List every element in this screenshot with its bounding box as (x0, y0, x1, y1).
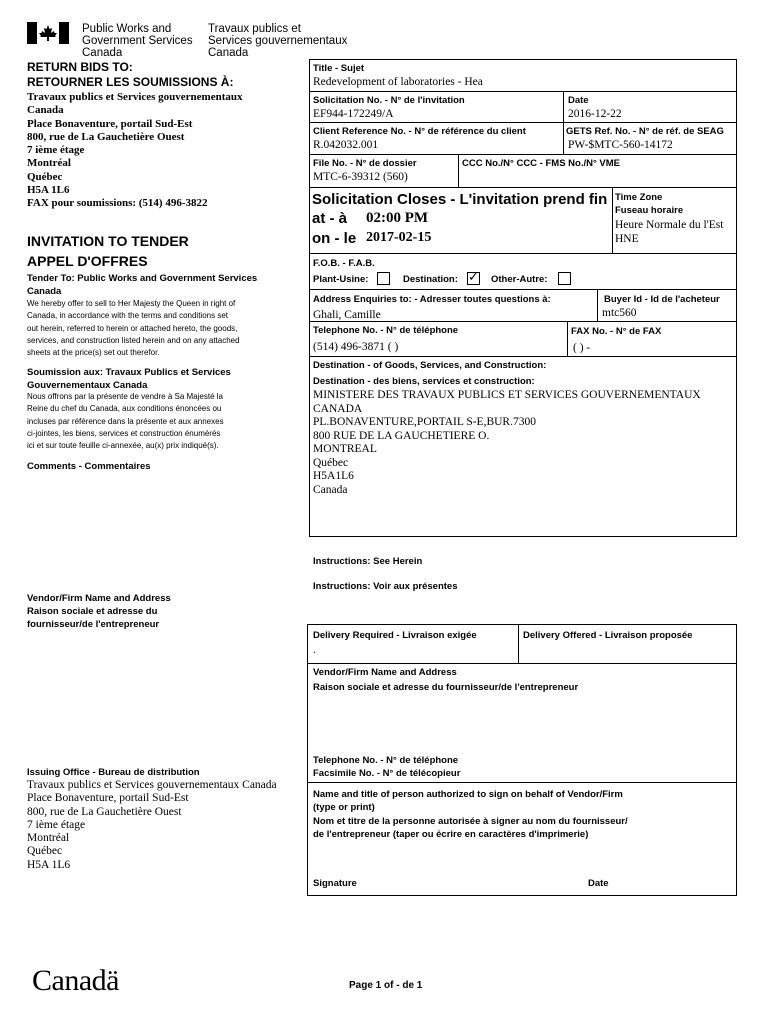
soumission-text-line: incluses par référence dans la présente et aux annexes (27, 416, 224, 426)
plant-checkbox[interactable] (377, 272, 390, 285)
vendor-telephone-label: Telephone No. - N° de téléphone (313, 755, 459, 766)
return-address-line: FAX pour soumissions: (514) 496-3822 (27, 197, 208, 210)
date-label: Date (568, 95, 589, 106)
return-bids-title (27, 60, 233, 90)
return-address-line: Travaux publics et Services gouvernementaux (27, 91, 243, 103)
destination-address-line: CANADA (313, 402, 363, 415)
telephone-label: Telephone No. - N° de téléphone (313, 325, 459, 336)
tender-text-line: services, and construction listed herein and on any attached (27, 335, 240, 345)
tender-to (27, 273, 257, 298)
dept-en-line: Government Services (82, 35, 193, 47)
tender-text (27, 298, 240, 359)
vendor-left-line: Raison sociale et adresse du (27, 605, 158, 617)
signer-line: Name and title of person authorized to sign on behalf of Vendor/Firm (313, 789, 623, 800)
issuing-address-line: 800, rue de La Gauchetière Ouest (27, 805, 182, 818)
closes-date: 2017-02-15 (366, 230, 432, 245)
vendor-left-line: fournisseur/de l'entrepreneur (27, 618, 160, 630)
comments-label: Comments - Commentaires (27, 461, 151, 472)
issuing-address-line: 7 ième étage (27, 818, 86, 831)
fax-value: ( ) - (573, 342, 591, 354)
return-address (27, 91, 243, 211)
department-name-fr (208, 23, 347, 59)
return-address-line: Québec (27, 170, 63, 183)
closes-title: Solicitation Closes - L'invitation prend fin (312, 191, 608, 208)
date-value: 2016-12-22 (568, 108, 622, 120)
closes-on-label: on - le (312, 230, 357, 247)
buyer-label: Buyer Id - Id de l'acheteur (604, 294, 720, 305)
vendor-name-label: Vendor/Firm Name and Address (313, 667, 457, 678)
return-address-line: Canada (27, 104, 64, 117)
signer-line: Nom et titre de la personne autorisée à signer au nom du fournisseur/ (313, 815, 628, 827)
tender-text-line: We hereby offer to sell to Her Majesty the Queen in right of (27, 299, 236, 308)
dept-en-line: Canada (82, 47, 123, 59)
timezone-label-fr: Fuseau horaire (615, 205, 684, 216)
department-name-en (82, 23, 193, 59)
dept-en-line: Public Works and (82, 23, 172, 35)
soumission-text (27, 391, 224, 452)
return-title-en: RETURN BIDS TO: (27, 60, 133, 74)
destination-address-line: H5A1L6 (313, 470, 354, 482)
enquiries-value: Ghali, Camille (313, 309, 381, 321)
title-label: Title - Sujet (313, 63, 365, 74)
closes-time: 02:00 PM (366, 210, 429, 226)
signature-label: Signature (313, 878, 357, 889)
client-ref-value: R.042032.001 (313, 139, 379, 151)
tender-text-line: Canada, in accordance with the terms and conditions set (27, 311, 229, 321)
vendor-fax-label: Facsimile No. - N° de télécopieur (313, 768, 461, 779)
fob-label: F.O.B. - F.A.B. (313, 258, 375, 269)
tender-to-line: Tender To: Public Works and Government Services (27, 273, 258, 284)
invitation-title (27, 231, 189, 271)
gets-ref-value: PW-$MTC-560-14172 (568, 139, 673, 151)
issuing-address-line: Québec (27, 845, 63, 858)
destination-address-line: Québec (313, 456, 349, 469)
destination-address-line: MONTREAL (313, 443, 377, 455)
page-number: Page 1 of - de 1 (349, 980, 423, 991)
issuing-address-line: Montréal (27, 832, 70, 845)
timezone-value: Heure Normale du l'Est (615, 219, 724, 231)
tender-text-line: out herein, referred to herein or attached hereto, the goods, (27, 323, 238, 333)
destination-goods-label: Destination - of Goods, Services, and Construction: (313, 360, 547, 371)
vendor-name-label-fr: Raison sociale et adresse du fournisseur/de l'entrepreneur (313, 682, 579, 693)
file-no-label: File No. - N° de dossier (313, 158, 417, 169)
enquiries-label: Address Enquiries to: - Adresser toutes questions à: (313, 294, 551, 305)
issuing-office-label: Issuing Office - Bureau de distribution (27, 767, 200, 778)
return-address-line: 800, rue de La Gauchetière Ouest (27, 130, 185, 143)
signature-date-label: Date (588, 878, 609, 889)
issuing-address (27, 779, 277, 872)
other-label: Other-Autre: (491, 274, 548, 285)
fax-label: FAX No. - N° de FAX (571, 326, 662, 337)
destination-address-line: 800 RUE DE LA GAUCHETIERE O. (313, 429, 490, 442)
client-ref-label: Client Reference No. - N° de référence du client (313, 126, 526, 137)
invitation-title-fr: APPEL D'OFFRES (27, 253, 148, 269)
destination-address-line: PL.BONAVENTURE,PORTAIL S-E,BUR.7300 (313, 416, 536, 428)
telephone-value: (514) 496-3871 ( ) (313, 341, 399, 353)
return-address-line: Montréal (27, 157, 71, 170)
plant-label: Plant-Usine: (313, 274, 369, 285)
check-icon: ✓ (468, 270, 479, 285)
return-title-fr: RETOURNER LES SOUMISSIONS À: (27, 75, 234, 89)
title-value: Redevelopment of laboratories - Hea (313, 76, 483, 88)
destination-label: Destination: (403, 274, 458, 285)
destination-address-line: MINISTERE DES TRAVAUX PUBLICS ET SERVICES GOUVERNEMENTAUX (313, 389, 701, 401)
return-address-line: H5A 1L6 (27, 184, 70, 197)
invitation-title-en: INVITATION TO TENDER (27, 233, 189, 249)
delivery-required-label: Delivery Required - Livraison exigée (313, 630, 477, 641)
dept-fr-line: Services gouvernementaux (208, 35, 348, 47)
destination-goods-label-fr: Destination - des biens, services et construction: (313, 376, 535, 387)
signer-line: de l'entrepreneur (taper ou écrire en caractères d'imprimerie) (313, 829, 589, 841)
instructions-fr: Instructions: Voir aux présentes (313, 581, 458, 592)
destination-address (313, 389, 701, 497)
solicitation-value: EF944-172249/A (313, 108, 394, 120)
authorized-signer-label (313, 788, 628, 842)
return-address-line: 7 ième étage (27, 144, 85, 157)
issuing-address-line: H5A 1L6 (27, 858, 71, 871)
closes-at-label: at - à (312, 210, 348, 227)
issuing-address-line: Travaux publics et Services gouvernementaux Canada (27, 779, 277, 791)
signer-line: (type or print) (313, 802, 375, 814)
tender-to-line: Canada (27, 285, 62, 297)
destination-checkbox[interactable] (467, 272, 480, 285)
soumission-line: Soumission aux: Travaux Publics et Services (27, 367, 231, 378)
buyer-value: mtc560 (602, 307, 637, 319)
soumission-text-line: ici et sur toute feuille ci-annexée, au(x) prix indiqué(s). (27, 441, 219, 451)
return-address-line: Place Bonaventure, portail Sud-Est (27, 117, 193, 130)
canada-flag-icon (27, 22, 69, 44)
vendor-left-label (27, 593, 171, 631)
solicitation-label: Solicitation No. - N° de l'invitation (313, 95, 465, 106)
soumission-line: Gouvernementaux Canada (27, 379, 148, 391)
canada-wordmark: Canadä (32, 964, 119, 997)
issuing-address-line: Place Bonaventure, portail Sud-Est (27, 792, 189, 805)
soumission-to (27, 367, 231, 392)
delivery-offered-label: Delivery Offered - Livraison proposée (523, 630, 693, 641)
soumission-text-line: Reine du chef du Canada, aux conditions énoncées ou (27, 404, 222, 414)
dept-fr-line: Canada (208, 47, 249, 59)
vendor-left-line: Vendor/Firm Name and Address (27, 593, 171, 604)
soumission-text-line: Nous offrons par la présente de vendre à Sa Majesté la (27, 392, 223, 401)
instructions-en: Instructions: See Herein (313, 556, 423, 567)
soumission-text-line: ci-jointes, les biens, services et construction énumérés (27, 428, 221, 438)
timezone-abbr: HNE (615, 233, 639, 245)
dept-fr-line: Travaux publics et (208, 23, 301, 35)
file-no-value: MTC-6-39312 (560) (313, 171, 408, 183)
destination-address-line: Canada (313, 483, 348, 496)
delivery-required-value: . (313, 644, 316, 656)
timezone-label: Time Zone (615, 192, 663, 203)
tender-text-line: sheets at the price(s) set out therefor. (27, 348, 160, 358)
ccc-no-label: CCC No./N° CCC - FMS No./N° VME (462, 158, 621, 169)
other-checkbox[interactable] (558, 272, 571, 285)
gets-ref-label: GETS Ref. No. - N° de réf. de SEAG (566, 126, 724, 137)
